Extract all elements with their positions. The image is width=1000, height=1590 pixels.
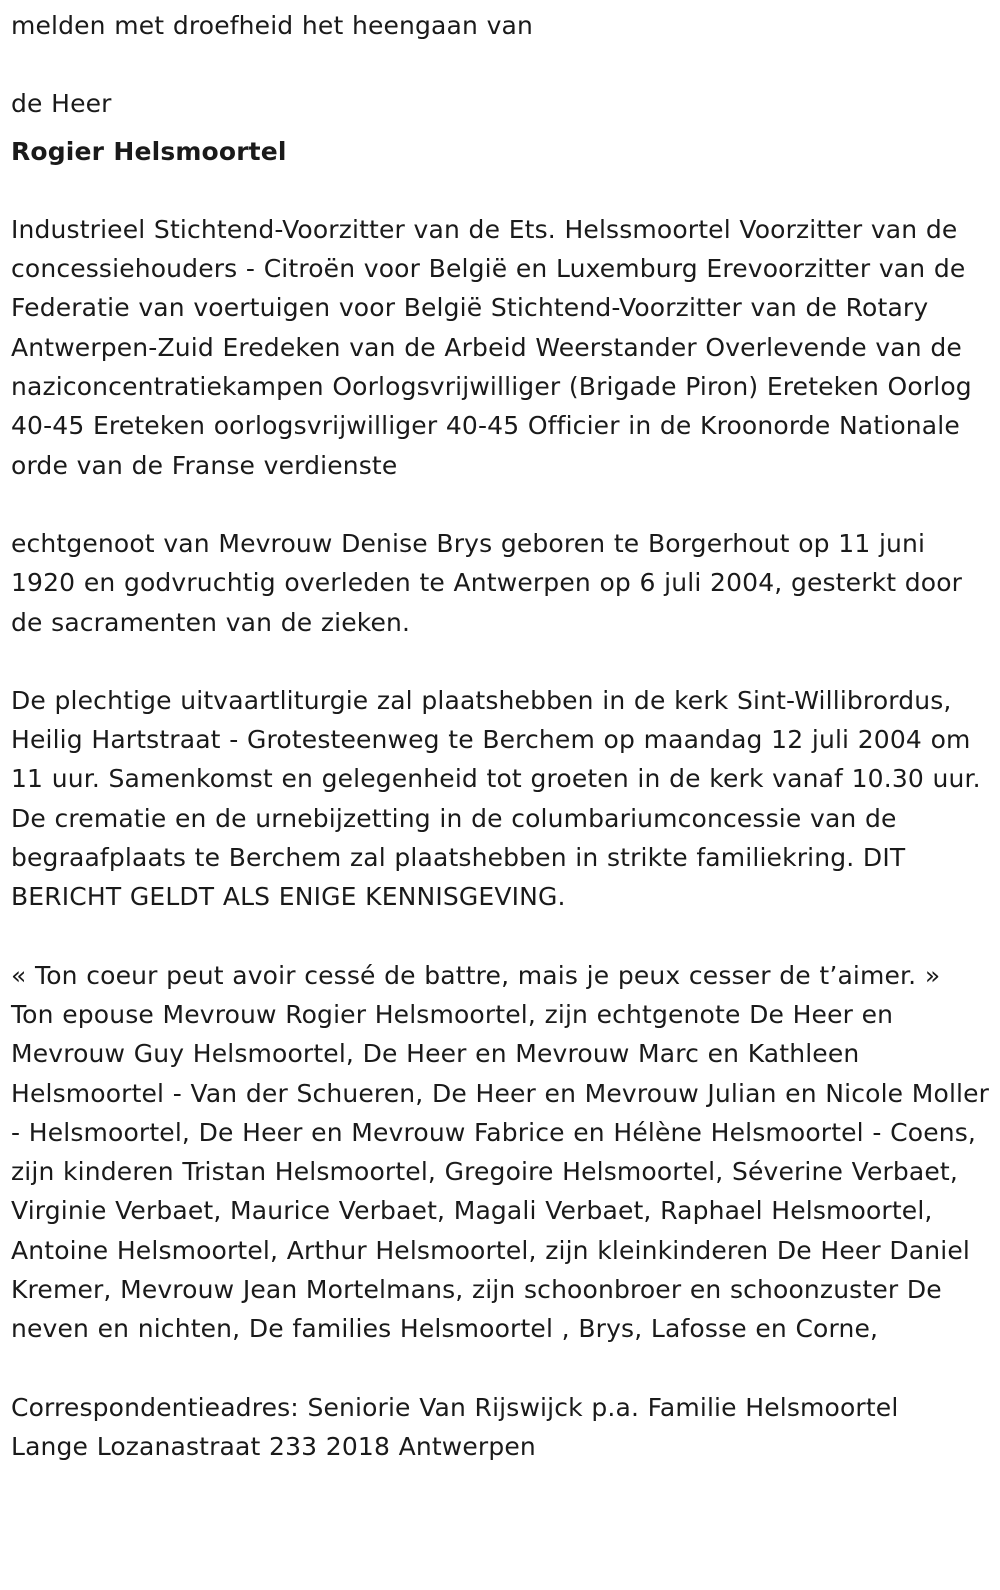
correspondence-street: Lange Lozanastraat 233 2018 Antwerpen [11,1431,536,1461]
ceremony-paragraph: De plechtige uitvaartliturgie zal plaatshebben in de kerk Sint-Willibrordus, Heilig Hartstraat - Grotesteenweg te Berchem op maandag 12 juli 2004 om 11 uur. Samenkomst en gelegenheid tot groeten in de kerk vanaf 10.30 uur. De crematie en de urnebijzetting in de columbariumconcessie van de begraafplaats te Berchem zal plaatshebben in strikte familiekring. DIT BERICHT GELDT ALS ENIGE KENNISGEVING. [11,685,981,912]
spacer [11,171,990,210]
spacer [11,642,990,681]
title-prefix: de Heer [11,89,112,119]
titles-paragraph: Industrieel Stichtend-Voorzitter van de Ets. Helssmoortel Voorzitter van de concessiehouders - Citroën voor België en Luxemburg Erevoorzitter van de Federatie van voertuigen voor België Stichtend-Voorzitter van de Rotary Antwerpen-Zuid Eredeken van de Arbeid Weerstander Overlevende van de naziconcentratiekampen Oorlogsvrijwilliger (Brigade Piron) Ereteken Oorlog 40-45 Ereteken oorlogsvrijwilliger 40-45 Officier in de Kroonorde Nationale orde van de Franse verdienste [11,214,972,480]
spacer [11,485,990,524]
intro-text: melden met droefheid het heengaan van [11,11,534,40]
correspondence-address: Correspondentieadres: Seniorie Van Rijswijck p.a. Familie Helsmoortel [11,1392,899,1422]
deceased-name: Rogier Helsmoortel [11,136,287,166]
quote-line: « Ton coeur peut avoir cessé de battre, mais je peux cesser de t’aimer. » [11,960,941,990]
biography-paragraph: echtgenoot van Mevrouw Denise Brys geboren te Borgerhout op 11 juni 1920 en godvruchtig overleden te Antwerpen op 6 juli 2004, gesterkt door de sacramenten van de zieken. [11,528,963,637]
spacer [11,917,990,956]
spacer [11,1349,990,1388]
spacer [11,45,990,84]
mourners-paragraph: Ton epouse Mevrouw Rogier Helsmoortel, zijn echtgenote De Heer en Mevrouw Guy Helsmoortel, De Heer en Mevrouw Marc en Kathleen Helsmoortel - Van der Schueren, De Heer en Mevrouw Julian en Nicole Moller - Helsmoortel, De Heer en Mevrouw Fabrice en Hélène Helsmoortel - Coens, zijn kinderen Tristan Helsmoortel, Gregoire Helsmoortel, Séverine Verbaet, Virginie Verbaet, Maurice Verbaet, Magali Verbaet, Raphael Helsmoortel, Antoine Helsmoortel, Arthur Helsmoortel, zijn kleinkinderen De Heer Daniel Kremer, Mevrouw Jean Mortelmans, zijn schoonbroer en schoonzuster De neven en nichten, De families Helsmoortel , Brys, Lafosse en Corne, [11,999,990,1344]
